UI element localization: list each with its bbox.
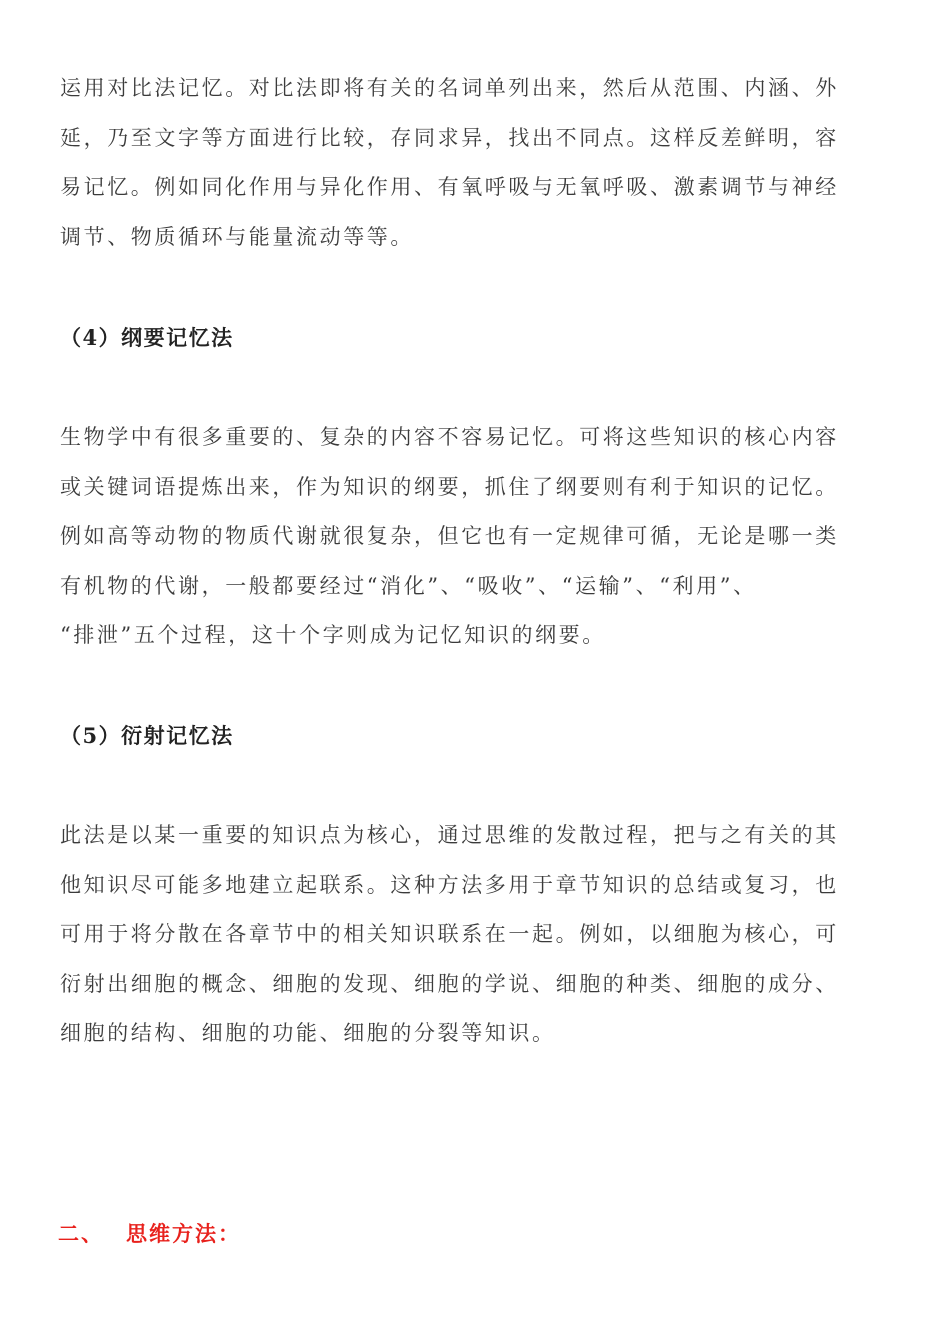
section-number: 二、 (58, 1221, 104, 1246)
paragraph-line: 可用于将分散在各章节中的相关知识联系在一起。例如，以细胞为核心，可 (60, 922, 839, 946)
paragraph-line: 他知识尽可能多地建立起联系。这种方法多用于章节知识的总结或复习，也 (60, 872, 839, 897)
paragraph-line: 延，乃至文字等方面进行比较，存同求异，找出不同点。这样反差鲜明，容 (60, 125, 839, 150)
paragraph-line: 运用对比法记忆。对比法即将有关的名词单列出来，然后从范围、内涵、外 (60, 76, 839, 100)
section-title: 思维方法： (126, 1221, 241, 1246)
heading-outline-memory: （4）纲要记忆法 (60, 325, 234, 350)
paragraph-line: 易记忆。例如同化作用与异化作用、有氧呼吸与无氧呼吸、激素调节与神经 (60, 175, 839, 199)
paragraph-line: 例如高等动物的物质代谢就很复杂，但它也有一定规律可循，无论是哪一类 (60, 524, 839, 548)
paragraph-line: 细胞的结构、细胞的功能、细胞的分裂等知识。 (60, 1021, 556, 1045)
paragraph-line: “排泄”五个过程，这十个字则成为记忆知识的纲要。 (60, 623, 606, 647)
paragraph-line: 有机物的代谢，一般都要经过“消化”、“吸收”、“运输”、“利用”、 (60, 573, 757, 598)
paragraph-line: 调节、物质循环与能量流动等等。 (60, 224, 414, 249)
paragraph-outline-memory (60, 413, 892, 661)
heading-diffraction-memory: （5）衍射记忆法 (60, 723, 234, 748)
paragraph-diffraction-memory (60, 811, 892, 1059)
section-heading-thinking-methods (58, 1219, 241, 1249)
paragraph-contrast-memory (60, 64, 892, 262)
paragraph-line: 或关键词语提炼出来，作为知识的纲要，抓住了纲要则有利于知识的记忆。 (60, 474, 839, 499)
paragraph-line: 生物学中有很多重要的、复杂的内容不容易记忆。可将这些知识的核心内容 (60, 425, 839, 449)
paragraph-line: 衍射出细胞的概念、细胞的发现、细胞的学说、细胞的种类、细胞的成分、 (60, 971, 839, 996)
paragraph-line: 此法是以某一重要的知识点为核心，通过思维的发散过程，把与之有关的其 (60, 823, 839, 847)
